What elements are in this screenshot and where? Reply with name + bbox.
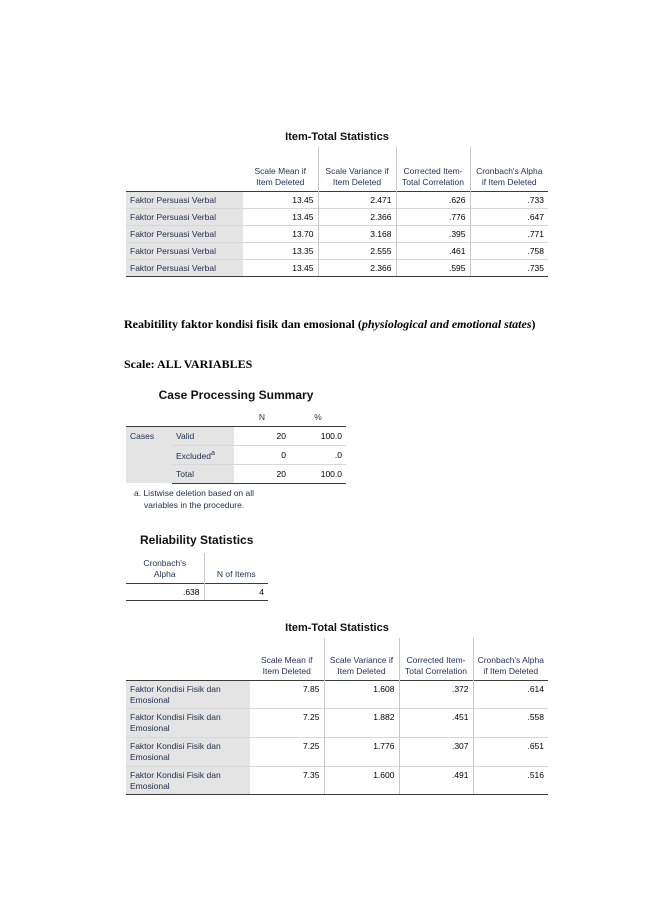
col-header: Scale Mean if Item Deleted [261, 654, 313, 676]
cell: 3.168 [318, 225, 396, 242]
cell: 1.882 [324, 708, 399, 737]
col-header: Cronbach's Alpha if Item Deleted [473, 638, 548, 680]
col-header: Scale Mean if Item Deleted [254, 165, 306, 187]
table-row [126, 737, 548, 766]
row-label: Faktor Kondisi Fisik dan Emosional [126, 766, 250, 794]
cell: .558 [473, 708, 548, 737]
cell: .595 [396, 259, 470, 276]
cell: .647 [470, 208, 548, 225]
cell: .638 [126, 583, 204, 600]
cell: .626 [396, 191, 470, 208]
cell: 100.0 [290, 426, 346, 445]
item-total-table-1 [126, 147, 548, 277]
cell: 2.366 [318, 259, 396, 276]
cell: 2.555 [318, 242, 396, 259]
case-summary-table [126, 408, 346, 484]
item-total-table-2 [126, 638, 548, 795]
row-label: Faktor Persuasi Verbal [126, 191, 243, 208]
cell: 7.25 [250, 708, 324, 737]
cell: .733 [470, 191, 548, 208]
col-header: Corrected Item-Total Correlation [399, 638, 473, 680]
cell: 100.0 [290, 464, 346, 483]
row-label: Faktor Kondisi Fisik dan Emosional [126, 680, 250, 708]
table-row [126, 225, 548, 242]
row-label: Excluded$^a$ [172, 445, 234, 464]
cell: 1.600 [324, 766, 399, 794]
cell: .614 [473, 680, 548, 708]
table-row [126, 766, 548, 794]
group-label: Cases [126, 426, 172, 483]
table-row [126, 242, 548, 259]
cell: 7.35 [250, 766, 324, 794]
cell: 1.608 [324, 680, 399, 708]
cell: .776 [396, 208, 470, 225]
cell: 13.35 [243, 242, 318, 259]
case-summary-footnote: a. Listwise deletion based on all variables in the procedure. [134, 488, 255, 510]
cell: .651 [473, 737, 548, 766]
table-row [126, 583, 268, 600]
cell: 2.366 [318, 208, 396, 225]
cell: 13.45 [243, 208, 318, 225]
scale-label: Scale: ALL VARIABLES [124, 357, 253, 371]
cell: .372 [399, 680, 473, 708]
col-header: Scale Variance if Item Deleted [324, 638, 399, 680]
col-header: N of Items [204, 553, 268, 583]
cell: 7.25 [250, 737, 324, 766]
cell: 1.776 [324, 737, 399, 766]
row-label: Faktor Persuasi Verbal [126, 208, 243, 225]
cell: 20 [234, 426, 290, 445]
col-header: Cronbach's Alpha if Item Deleted [470, 147, 548, 191]
row-label: Faktor Persuasi Verbal [126, 259, 243, 276]
cell: .451 [399, 708, 473, 737]
table-row [126, 680, 548, 708]
row-label: Total [172, 464, 234, 483]
cell: .735 [470, 259, 548, 276]
cell: .758 [470, 242, 548, 259]
table-row [126, 259, 548, 276]
item-total-title-1: Item-Total Statistics [285, 131, 389, 143]
cell: .0 [290, 445, 346, 464]
cell: 13.45 [243, 259, 318, 276]
cell: .307 [399, 737, 473, 766]
reliability-title: Reliability Statistics [140, 533, 254, 547]
table-row [126, 426, 346, 445]
row-label: Faktor Kondisi Fisik dan Emosional [126, 737, 250, 766]
case-summary-title: Case Processing Summary [158, 388, 314, 402]
cell: 7.85 [250, 680, 324, 708]
item-total-title-2: Item-Total Statistics [285, 622, 389, 634]
col-header: Corrected Item-Total Correlation [396, 147, 470, 191]
reliability-table [126, 553, 268, 601]
table-row [126, 708, 548, 737]
col-header: % [314, 411, 322, 422]
col-header: Scale Variance if Item Deleted [318, 147, 396, 191]
row-label: Faktor Kondisi Fisik dan Emosional [126, 708, 250, 737]
cell: .461 [396, 242, 470, 259]
col-header: N [258, 411, 266, 422]
cell: .491 [399, 766, 473, 794]
cell: .771 [470, 225, 548, 242]
cell: 0 [234, 445, 290, 464]
table-row [126, 208, 548, 225]
row-label: Faktor Persuasi Verbal [126, 225, 243, 242]
section-heading: Reabitility faktor kondisi fisik dan emosional (physiological and emotional states) [124, 317, 536, 331]
table-row [126, 191, 548, 208]
cell: 13.70 [243, 225, 318, 242]
row-label: Faktor Persuasi Verbal [126, 242, 243, 259]
cell: 4 [204, 583, 268, 600]
cell: .516 [473, 766, 548, 794]
cell: 13.45 [243, 191, 318, 208]
cell: 2.471 [318, 191, 396, 208]
row-label: Valid [172, 426, 234, 445]
cell: 20 [234, 464, 290, 483]
cell: .395 [396, 225, 470, 242]
col-header: Cronbach's Alpha [143, 557, 187, 579]
